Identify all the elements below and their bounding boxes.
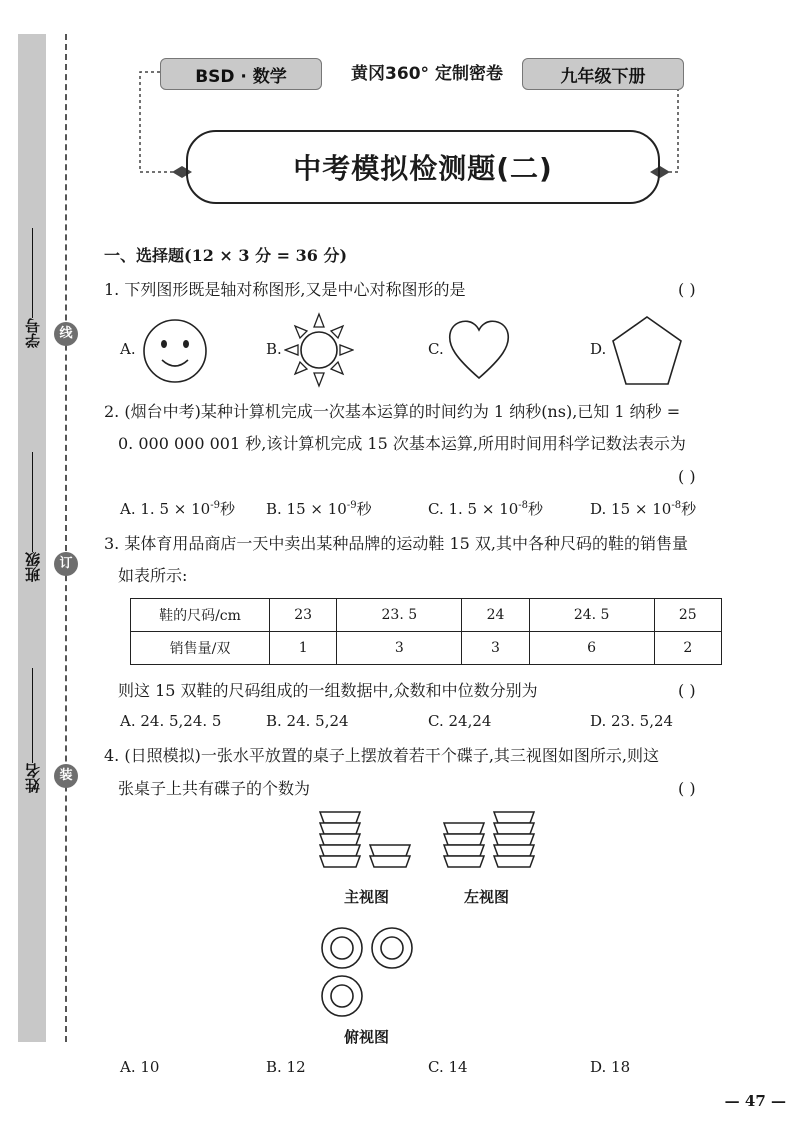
table-cell: 23 xyxy=(270,599,337,632)
q3-option-a[interactable]: A. 24. 5,24. 5 xyxy=(120,712,222,730)
q1-option-d-label: D. xyxy=(590,340,607,358)
q3-option-b[interactable]: B. 24. 5,24 xyxy=(266,712,349,730)
staple-mark: 装 xyxy=(54,764,78,788)
q3-stem-line2: 如表所示: xyxy=(118,566,188,585)
q3-stem-line3: 则这 15 双鞋的尺码组成的一组数据中,众数和中位数分别为 xyxy=(118,681,538,700)
q2-stem-line2: 0. 000 000 001 秒,该计算机完成 15 次基本运算,所用时间用科学记数法表示为 xyxy=(118,434,686,453)
shoe-size-table xyxy=(130,598,722,665)
name-field[interactable] xyxy=(18,668,46,793)
table-row xyxy=(131,599,722,632)
q3-answer-bracket[interactable]: ( ) xyxy=(678,681,696,700)
q1-option-a-label: A. xyxy=(120,340,136,358)
q2-option-d[interactable]: D. $15 \times 10^{-8}$秒 xyxy=(590,500,697,518)
section-heading: 一、选择题(12 × 3 分 = 36 分) xyxy=(104,246,348,265)
page-number: — 47 — xyxy=(724,1092,786,1110)
table-cell: 24 xyxy=(462,599,529,632)
top-view-figure xyxy=(316,922,420,1022)
front-view-caption: 主视图 xyxy=(344,888,390,906)
subject-pill: BSD · 数学 xyxy=(160,58,322,90)
heart-icon[interactable] xyxy=(446,316,512,382)
student-id-field[interactable] xyxy=(18,228,46,348)
name-blank xyxy=(32,668,33,763)
q4-answer-bracket[interactable]: ( ) xyxy=(678,779,696,798)
table-cell: 2 xyxy=(654,632,721,665)
q2-option-b[interactable]: B. $15 \times 10^{-9}$秒 xyxy=(266,500,372,518)
q4-stem-line1: 4. (日照模拟)一张水平放置的桌子上摆放着若干个碟子,其三视图如图所示,则这 xyxy=(104,746,660,765)
table-cell: 销售量/双 xyxy=(131,632,270,665)
table-cell: 3 xyxy=(337,632,462,665)
top-view-caption: 俯视图 xyxy=(344,1028,390,1046)
cut-dashed-line xyxy=(65,34,67,1042)
pentagon-icon[interactable] xyxy=(610,314,684,388)
q1-option-b-label: B. xyxy=(266,340,282,358)
q2-option-c[interactable]: C. 1. $5 \times 10^{-8}$秒 xyxy=(428,500,544,518)
page-title: 中考模拟检测题(二) xyxy=(186,130,660,204)
q4-stem-line2: 张桌子上共有碟子的个数为 xyxy=(118,779,311,798)
table-cell: 25 xyxy=(654,599,721,632)
q2-stem-line1: 2. (烟台中考)某种计算机完成一次基本运算的时间约为 1 纳秒(ns),已知 1 纳秒 = xyxy=(104,402,681,421)
q2-option-a[interactable]: A. 1. $5 \times 10^{-9}$秒 xyxy=(120,500,235,518)
table-row xyxy=(131,632,722,665)
q4-option-b[interactable]: B. 12 xyxy=(266,1058,306,1076)
q4-option-a[interactable]: A. 10 xyxy=(120,1058,160,1076)
table-cell: 6 xyxy=(529,632,654,665)
student-id-blank xyxy=(32,228,33,318)
q3-stem-line1: 3. 某体育用品商店一天中卖出某种品牌的运动鞋 15 双,其中各种尺码的鞋的销售量 xyxy=(104,534,688,553)
bind-mark: 订 xyxy=(54,552,78,576)
class-label: 班级 xyxy=(23,552,42,582)
q1-answer-bracket[interactable]: ( ) xyxy=(678,280,696,299)
series-name: 黄冈360° 定制密卷 xyxy=(351,64,503,84)
class-blank xyxy=(32,452,33,552)
table-cell: 1 xyxy=(270,632,337,665)
front-view-figure xyxy=(316,810,416,874)
name-label: 姓名 xyxy=(23,763,42,793)
q1-option-c-label: C. xyxy=(428,340,444,358)
q3-option-d[interactable]: D. 23. 5,24 xyxy=(590,712,674,730)
q4-option-d[interactable]: D. 18 xyxy=(590,1058,631,1076)
q1-stem: 1. 下列图形既是轴对称图形,又是中心对称图形的是 xyxy=(104,280,466,299)
smiley-face-icon[interactable] xyxy=(140,316,210,386)
student-id-label: 学号 xyxy=(23,318,42,348)
left-view-figure xyxy=(440,810,540,874)
table-cell: 3 xyxy=(462,632,529,665)
table-cell: 鞋的尺码/cm xyxy=(131,599,270,632)
class-field[interactable] xyxy=(18,452,46,582)
q4-option-c[interactable]: C. 14 xyxy=(428,1058,468,1076)
table-cell: 24. 5 xyxy=(529,599,654,632)
line-mark: 线 xyxy=(54,322,78,346)
q3-option-c[interactable]: C. 24,24 xyxy=(428,712,492,730)
grade-pill: 九年级下册 xyxy=(522,58,684,90)
q2-answer-bracket[interactable]: ( ) xyxy=(678,467,696,486)
table-cell: 23. 5 xyxy=(337,599,462,632)
left-view-caption: 左视图 xyxy=(464,888,510,906)
sun-icon[interactable] xyxy=(284,312,354,388)
